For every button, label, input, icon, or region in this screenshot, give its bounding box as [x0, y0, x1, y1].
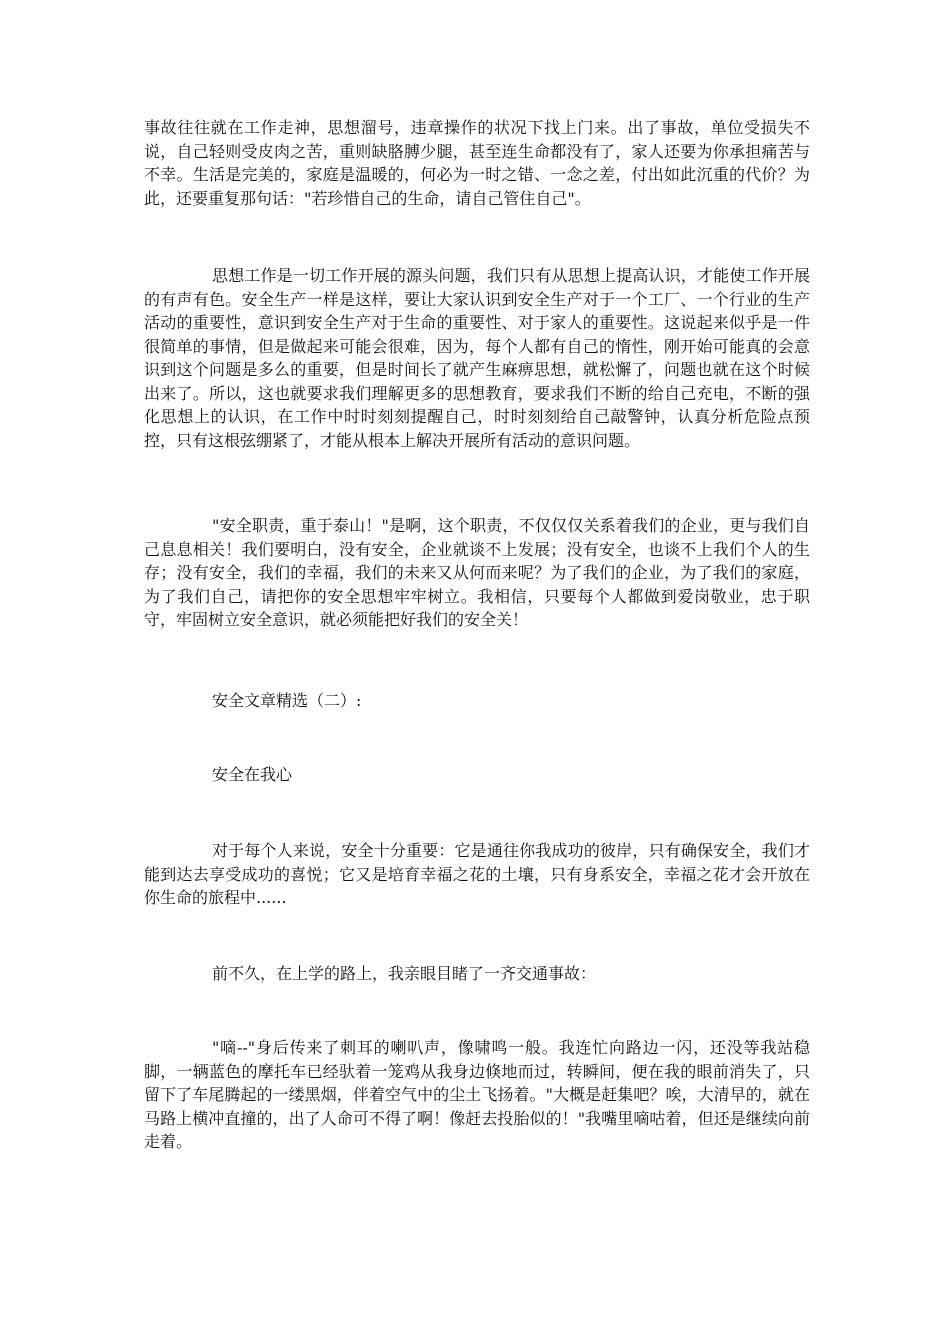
paragraph-accident-consequences: 事故往往就在工作走神，思想溜号，违章操作的状况下找上门来。出了事故，单位受损失不说，自己轻则受皮肉之苦，重则缺胳膊少腿，甚至连生命都没有了，家人还要为你承担痛苦与不幸。生活是完美的，家庭是温暖的，何必为一时之错、一念之差，付出如此沉重的代价？为此，还要重复那句话："若珍惜自己的生命，请自己管住自己"。	[144, 118, 810, 208]
paragraph-witness-accident: 前不久，在上学的路上，我亲眼目睹了一齐交通事故：	[212, 964, 597, 983]
paragraph-safety-importance: 对于每个人来说，安全十分重要：它是通往你我成功的彼岸，只有确保安全，我们才能到达去享受成功的喜悦；它又是培育幸福之花的土壤，只有身系安全，幸福之花才会开放在你生命的旅程中......	[144, 841, 810, 907]
paragraph-motorcycle-story: "嘀--"身后传来了刺耳的喇叭声，像啸鸣一般。我连忙向路边一闪，还没等我站稳脚，一辆蓝色的摩托车已经驮着一笼鸡从我身边倏地而过，转瞬间，便在我的眼前消失了，只留下了车尾腾起的一缕黑烟，伴着空气中的尘土飞扬着。"大概是赶集吧？唉，大清早的，就在马路上横冲直撞的，出了人命可不得了啊！像赶去投胎似的！"我嘴里嘀咕着，但还是继续向前走着。	[144, 1038, 810, 1151]
paragraph-safety-responsibility: "安全职责，重于泰山！"是啊，这个职责，不仅仅仅关系着我们的企业，更与我们自己息息相关！我们要明白，没有安全，企业就谈不上发展；没有安全，也谈不上我们个人的生存；没有安全，我们的幸福，我们的未来又从何而来呢？为了我们的企业，为了我们的家庭，为了我们自己，请把你的安全思想牢牢树立。我相信，只要每个人都做到爱岗敬业，忠于职守，牢固树立安全意识，就必须能把好我们的安全关！	[144, 516, 810, 629]
paragraph-ideological-work: 思想工作是一切工作开展的源头问题，我们只有从思想上提高认识，才能使工作开展的有声有色。安全生产一样是这样，要让大家认识到安全生产对于一个工厂、一个行业的生产活动的重要性，意识到安全生产对于生命的重要性、对于家人的重要性。这说起来似乎是一件很简单的事情，但是做起来可能会很难，因为，每个人都有自己的惰性，刚开始可能真的会意识到这个问题是多么的重要，但是时间长了就产生麻痹思想，就松懈了，问题也就在这个时候出来了。所以，这也就要求我们理解更多的思想教育，要求我们不断的给自己充电，不断的强化思想上的认识，在工作中时时刻刻提醒自己，时时刻刻给自己敲警钟，认真分析危险点预控，只有这根弦绷紧了，才能从根本上解决开展所有活动的意识问题。	[144, 266, 810, 450]
section-heading: 安全文章精选（二）:	[212, 691, 362, 710]
article-title: 安全在我心	[212, 765, 293, 784]
